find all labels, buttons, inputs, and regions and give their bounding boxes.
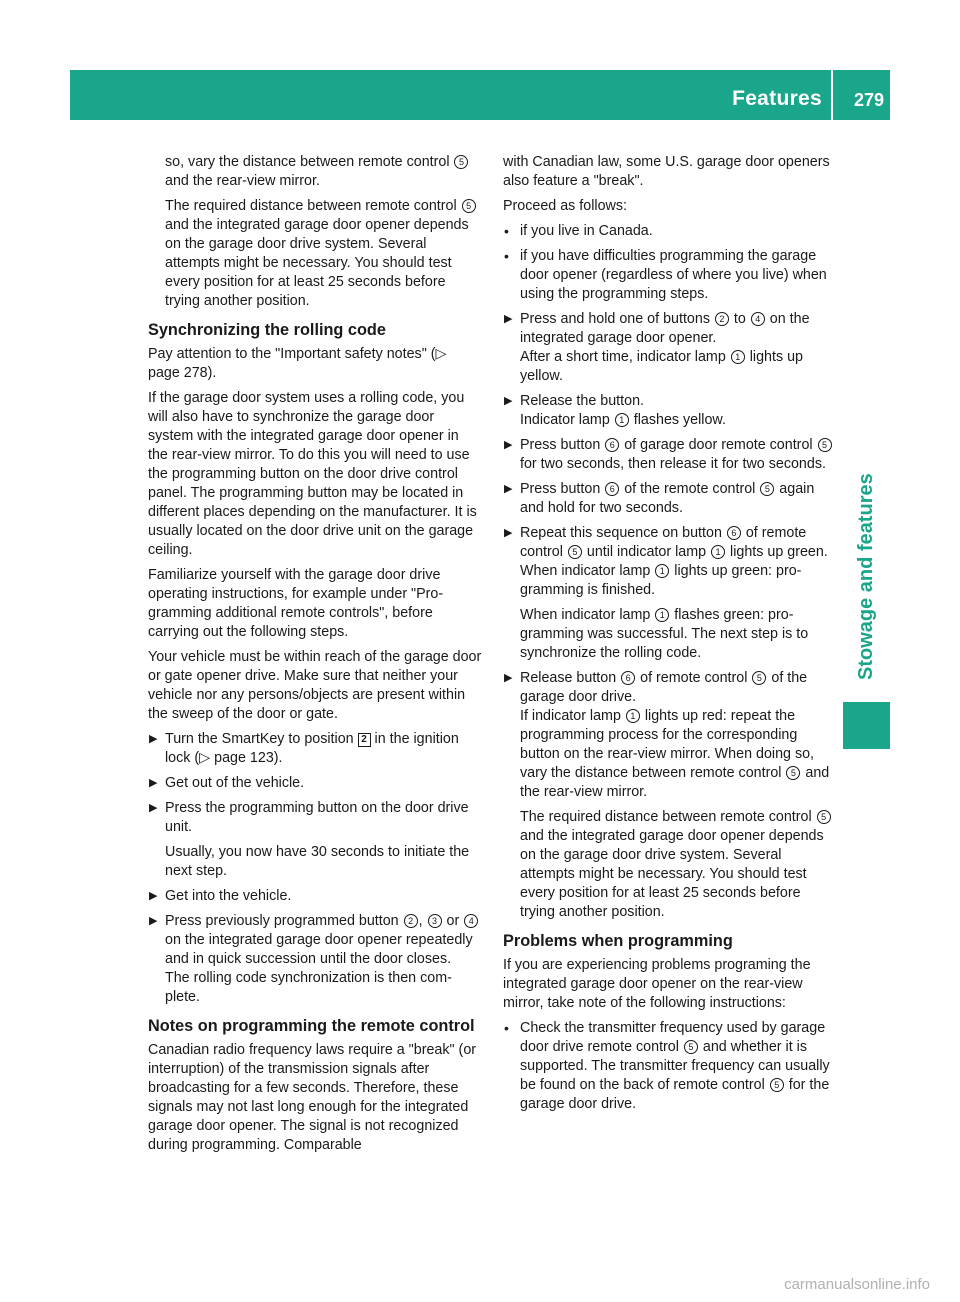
item-number-icon: 5 xyxy=(770,1078,784,1092)
paragraph: Your vehicle must be within reach of the garage door or gate opener drive. Make sure that neither your vehicle nor any persons/objects are present within the sweep of the door or gate. xyxy=(148,649,482,722)
paragraph: Familiarize yourself with the garage door drive operating instructions, for example under "Programming additional remote controls", before carrying out the following steps. xyxy=(148,567,444,640)
item-number-icon: 5 xyxy=(752,671,766,685)
step-arrow-icon: ▶ xyxy=(149,733,158,745)
list-item: ▶ Press the programming button on the door drive unit. Usually, you now have 30 seconds to initiate the next step. xyxy=(149,800,470,879)
paragraph: Pay attention to the "Important safety notes" (▷ page 278). xyxy=(148,346,447,381)
item-number-icon: 1 xyxy=(711,545,725,559)
item-number-icon: 5 xyxy=(684,1040,698,1054)
left-column xyxy=(148,153,482,1161)
watermark: carmanualsonline.info xyxy=(784,1276,930,1293)
step-list xyxy=(503,310,837,922)
chapter-tab xyxy=(843,430,890,690)
right-column xyxy=(503,153,837,1120)
item-number-icon: 4 xyxy=(751,312,765,326)
item-number-icon: 6 xyxy=(727,526,741,540)
list-item: ▶ Turn the SmartKey to position 2 in the ignition lock (▷ page 123). xyxy=(149,731,459,766)
step-arrow-icon: ▶ xyxy=(149,802,158,814)
page-number: 279 xyxy=(853,90,884,110)
item-number-icon: 1 xyxy=(731,350,745,364)
page-header xyxy=(70,70,890,120)
bullet-list xyxy=(503,222,837,304)
step-arrow-icon: ▶ xyxy=(504,439,513,451)
list-item: • if you have difficulties programming the garage door opener (regardless of where you live) when using the programming steps. xyxy=(504,248,827,302)
step-arrow-icon: ▶ xyxy=(149,890,158,902)
paragraph: Canadian radio frequency laws require a "break" (or interruption) of the transmission signals after broadcasting for a few seconds. Therefore, these signals may not last long enough for the integrated garage door opener. The signal is not recognized during programming. Comparable xyxy=(148,1042,477,1153)
list-item: ▶ Press button 6 of garage door remote control 5 for two seconds, then release it for two seconds. xyxy=(503,436,837,474)
section-title: Features xyxy=(732,87,822,110)
bullet-icon: • xyxy=(504,248,509,264)
page-ref-link[interactable]: page 278). xyxy=(148,365,217,381)
list-item: • Check the transmitter frequency used by garage door drive remote control 5 and whether it is supported. The transmitter frequency can usually be found on the back of remote control 5 for the garage door drive. xyxy=(504,1020,830,1112)
paragraph: The required distance between remote control 5 and the integrated garage door opener depends on the garage door drive system. Several attempts might be necessary. You should test every position for at least 25 seconds before trying another position. xyxy=(148,197,482,311)
item-number-icon: 5 xyxy=(818,438,832,452)
step-arrow-icon: ▶ xyxy=(504,313,513,325)
key-position-icon: 2 xyxy=(358,733,371,747)
step-arrow-icon: ▶ xyxy=(504,527,513,539)
bullet-icon: • xyxy=(504,1020,509,1036)
list-item: ▶ Press and hold one of buttons 2 to 4 on the integrated garage door opener. After a short time, indicator lamp 1 lights up yellow. xyxy=(504,311,810,384)
item-number-icon: 5 xyxy=(462,199,476,213)
step-arrow-icon: ▶ xyxy=(504,672,513,684)
step-arrow-icon: ▶ xyxy=(149,777,158,789)
item-number-icon: 5 xyxy=(568,545,582,559)
item-number-icon: 6 xyxy=(621,671,635,685)
paragraph: so, vary the distance between remote control 5 and the rear-view mirror. xyxy=(148,153,482,191)
list-item: ▶ Press previously programmed button 2 , 3 or 4 on the integrated garage door opener repeatedly and in quick succession until the door closes. The rolling code synchronization is then complete. xyxy=(148,912,482,1007)
page-ref-arrow-icon: ▷ xyxy=(435,346,447,362)
item-number-icon: 1 xyxy=(655,564,669,578)
list-item: • if you live in Canada. xyxy=(504,223,653,239)
item-number-icon: 2 xyxy=(715,312,729,326)
paragraph: with Canadian law, some U.S. garage door openers also feature a "break". xyxy=(503,154,830,189)
chapter-tab-label: Stowage and features xyxy=(855,473,877,680)
item-number-icon: 6 xyxy=(605,438,619,452)
item-number-icon: 2 xyxy=(404,914,418,928)
section-heading: Synchronizing the rolling code xyxy=(148,321,386,339)
item-number-icon: 5 xyxy=(786,766,800,780)
item-number-icon: 4 xyxy=(464,914,478,928)
bullet-icon: • xyxy=(504,223,509,239)
list-item: ▶ Get into the vehicle. xyxy=(149,888,292,904)
item-number-icon: 1 xyxy=(615,413,629,427)
step-arrow-icon: ▶ xyxy=(504,395,513,407)
list-item: ▶ Release the button. Indicator lamp 1 flashes yellow. xyxy=(504,393,726,428)
chapter-marker xyxy=(843,702,890,749)
page-ref-link[interactable]: page 123). xyxy=(210,750,283,766)
paragraph: Proceed as follows: xyxy=(503,198,627,214)
item-number-icon: 1 xyxy=(655,608,669,622)
header-divider xyxy=(831,70,833,120)
paragraph: If you are experiencing problems programing the integrated garage door opener on the rear-view mirror, take note of the following instructions: xyxy=(503,957,811,1011)
paragraph: If the garage door system uses a rolling code, you will also have to synchronize the garage door system with the integrated garage door opener in the rear-view mirror. To do this you will need to use the programming button on the door drive control panel. The programming button may be located in different places depending on the manufacturer. It is usually located on the door drive unit on the garage ceiling. xyxy=(148,390,477,558)
page-ref-arrow-icon: ▷ xyxy=(199,750,211,766)
step-list xyxy=(148,730,482,1007)
item-number-icon: 3 xyxy=(428,914,442,928)
item-number-icon: 5 xyxy=(760,482,774,496)
item-number-icon: 1 xyxy=(626,709,640,723)
item-number-icon: 5 xyxy=(454,155,468,169)
item-number-icon: 6 xyxy=(605,482,619,496)
bullet-list xyxy=(503,1019,837,1114)
list-item: ▶ Repeat this sequence on button 6 of remote control 5 until indicator lamp 1 lights up green. When indicator lamp 1 lights up green: programming is finished. When indicator lamp 1 flashes green: programming was successful. The next step is to synchronize the rolling code. xyxy=(504,525,828,661)
list-item: ▶ Get out of the vehicle. xyxy=(149,775,305,791)
step-arrow-icon: ▶ xyxy=(149,915,158,927)
list-item: ▶ Release button 6 of remote control 5 of the garage door drive. If indicator lamp 1 lights up red: repeat the programming process for the corresponding button on the rear-view mirror. When doing so, vary the distance between remote control 5 and the rear-view mirror. The required distance between remote control 5 and the integrated garage door opener depends on the garage door drive system. Several attempts might be necessary. You should test every position for at least 25 seconds before trying another position. xyxy=(504,670,830,920)
list-item: ▶ Press button 6 of the remote control 5 again and hold for two seconds. xyxy=(504,481,815,516)
section-heading: Notes on programming the remote control xyxy=(148,1017,475,1035)
item-number-icon: 5 xyxy=(817,810,831,824)
step-arrow-icon: ▶ xyxy=(504,483,513,495)
section-heading: Problems when programming xyxy=(503,932,733,950)
